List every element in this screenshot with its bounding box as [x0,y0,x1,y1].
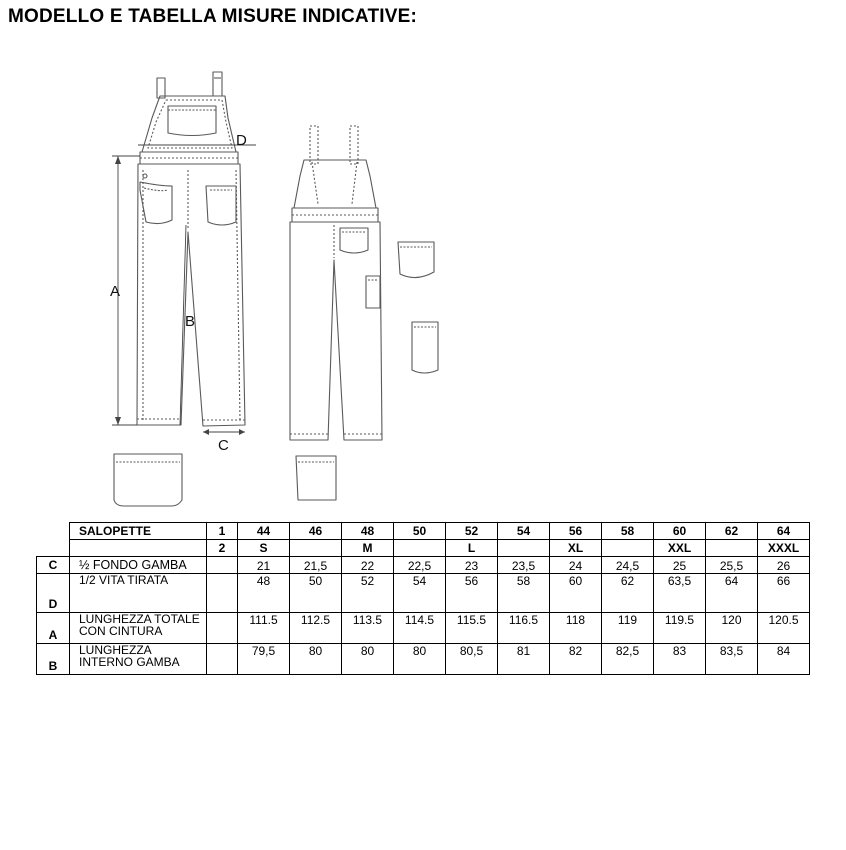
dim-label-d: D [236,132,247,149]
measure-value-cell: 80,5 [446,644,498,675]
measure-value-cell: 116.5 [498,613,550,644]
measure-value-cell: 119.5 [654,613,706,644]
pocket-detail-drawings [114,242,438,506]
empty-marker-cell [207,613,238,644]
measure-value-cell: 62 [602,574,654,613]
measure-value-cell: 83 [654,644,706,675]
letter-size-cell: L [446,540,498,557]
measure-value-cell: 52 [342,574,394,613]
measure-value-cell: 113.5 [342,613,394,644]
page-title: MODELLO E TABELLA MISURE INDICATIVE: [8,6,418,27]
empty-marker-cell [207,557,238,574]
measure-value-cell: 80 [342,644,394,675]
measure-value-cell: 50 [290,574,342,613]
measure-value-cell: 22,5 [394,557,446,574]
measure-value-cell: 21 [238,557,290,574]
empty-label-cell [70,540,207,557]
letter-size-cell [706,540,758,557]
dim-label-b: B [185,313,196,330]
measure-letter-cell: B [37,644,70,675]
letter-size-cell: XXXL [758,540,810,557]
size-number-cell: 64 [758,523,810,540]
measurement-row [37,644,810,675]
measure-value-cell: 24,5 [602,557,654,574]
dim-label-c: C [218,437,229,454]
measure-value-cell: 114.5 [394,613,446,644]
size-number-cell: 60 [654,523,706,540]
letter-size-cell: XXL [654,540,706,557]
measure-value-cell: 58 [498,574,550,613]
measure-value-cell: 82,5 [602,644,654,675]
dim-label-a: A [110,283,121,300]
measure-label-cell: ½ FONDO GAMBA [70,557,207,574]
measure-value-cell: 82 [550,644,602,675]
row-marker-cell: 2 [207,540,238,557]
measure-value-cell: 64 [706,574,758,613]
corner-cell [37,540,70,557]
size-number-cell: 52 [446,523,498,540]
measure-value-cell: 80 [290,644,342,675]
measure-letter-cell: A [37,613,70,644]
letter-size-cell [498,540,550,557]
front-view-drawing [137,72,245,426]
measure-value-cell: 48 [238,574,290,613]
size-number-cell: 46 [290,523,342,540]
dimension-arrows [115,156,245,435]
measure-value-cell: 21,5 [290,557,342,574]
letter-size-cell [602,540,654,557]
measure-value-cell: 120.5 [758,613,810,644]
size-number-cell: 56 [550,523,602,540]
measure-value-cell: 66 [758,574,810,613]
measure-value-cell: 112.5 [290,613,342,644]
measure-value-cell: 25 [654,557,706,574]
dimension-lines [112,145,256,432]
size-chart-table [36,522,810,675]
back-view-drawing [290,126,382,440]
measure-value-cell: 118 [550,613,602,644]
measure-value-cell: 79,5 [238,644,290,675]
measure-value-cell: 26 [758,557,810,574]
letter-size-row [37,540,810,557]
measure-value-cell: 120 [706,613,758,644]
product-name-cell: SALOPETTE [70,523,207,540]
letter-size-cell: XL [550,540,602,557]
measure-value-cell: 60 [550,574,602,613]
letter-size-cell: S [238,540,290,557]
measure-letter-cell: C [37,557,70,574]
measure-letter-cell: D [37,574,70,613]
measure-value-cell: 56 [446,574,498,613]
letter-size-cell [394,540,446,557]
letter-size-cell: M [342,540,394,557]
measurement-row [37,613,810,644]
measure-value-cell: 25,5 [706,557,758,574]
measure-value-cell: 63,5 [654,574,706,613]
row-marker-cell: 1 [207,523,238,540]
measurement-row [37,557,810,574]
size-number-cell: 62 [706,523,758,540]
measure-value-cell: 80 [394,644,446,675]
measure-label-cell: LUNGHEZZA INTERNO GAMBA [70,644,207,675]
empty-marker-cell [207,644,238,675]
measure-label-cell: 1/2 VITA TIRATA [70,574,207,613]
measure-value-cell: 54 [394,574,446,613]
measure-value-cell: 23,5 [498,557,550,574]
letter-size-cell [290,540,342,557]
measure-value-cell: 81 [498,644,550,675]
measure-value-cell: 23 [446,557,498,574]
measure-value-cell: 83,5 [706,644,758,675]
measure-value-cell: 22 [342,557,394,574]
measure-value-cell: 24 [550,557,602,574]
size-number-cell: 58 [602,523,654,540]
size-number-cell: 44 [238,523,290,540]
empty-marker-cell [207,574,238,613]
measure-value-cell: 84 [758,644,810,675]
corner-cell [37,523,70,540]
measure-label-cell: LUNGHEZZA TOTALE CON CINTURA [70,613,207,644]
measure-value-cell: 115.5 [446,613,498,644]
measure-value-cell: 111.5 [238,613,290,644]
measurement-row [37,574,810,613]
size-number-cell: 54 [498,523,550,540]
size-number-row [37,523,810,540]
size-number-cell: 48 [342,523,394,540]
measure-value-cell: 119 [602,613,654,644]
size-number-cell: 50 [394,523,446,540]
